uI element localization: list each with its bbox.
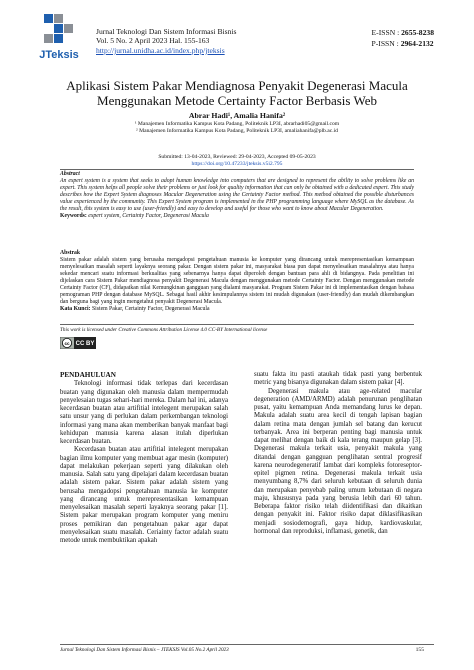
logo-text: JTeksis (39, 49, 79, 61)
kata-kunci-text: Sistem Pakar, Certainty Factor, Degenerasi Macula (91, 305, 210, 312)
abstract-bottom-rule (60, 324, 414, 325)
body-left-column (60, 371, 228, 545)
pissn-value: 2964-2132 (400, 39, 434, 48)
author-list: Abrar Hadi¹, Amalia Hanifa² (188, 111, 286, 120)
pissn-label: P-ISSN : (371, 39, 399, 48)
body-paragraph: Degenerasi makula atau age-related macular degeneration (AMD/ARMD) adalah penurunan penglihatan pusat, yaitu kemampuan Anda memandang lurus ke depan. Makula adalah suatu area kecil di tengah lapisan bagian dalam retina mata dengan jumlah sel batang dan kerucut terbanyak. Area ini berperan penting bagi manusia untuk dapat melihat dengan baik di kala terang maupun gelap [3]. Degenerasi makula terkait usia, penyakit makula yang ditandai dengan gangguan penglihatan sentral progresif karena neurodegeneratif lambat dari kompleks fotoreseptor-epitel pigmen retina. Degenerasi makula terkait usia menyumbang 8,7% dari seluruh kebutaan di seluruh dunia dan merupakan penyebab paling umum kebutaan di negara maju, khususnya pada yang berusia lebih dari 60 tahun. Beberapa faktor risiko telah diidentifikasi dan dikaitkan dengan penyakit ini. Faktor risiko dapat diklasifikasikan menjadi sosiodemografi, gaya hidup, kardiovaskular, hormonal dan reproduksi, inflamasi, genetik, dan (254, 387, 422, 535)
body-paragraph: Teknologi informasi tidak terlepas dari kecerdasan buatan yang digunakan oleh manusia dalam mempermudah penyelesaian tugas sehari-hari mereka. Dalam hal ini, adanya kecerdasan buatan atau artifitial intelegent merupakan salah satu unsur yang di perlukan dalam perkembangan teknologi informasi yang mana akan memberikan banyak manfaat bagi kehidupan manusia karena alasan itulah diperlukan kecerdasan buatan. (60, 380, 228, 445)
body-right-column (254, 371, 422, 536)
title-line-2: Menggunakan Metode Certainty Factor Berbasis Web (97, 93, 377, 108)
journal-url-link[interactable]: http://jurnal.unidha.ac.id/index.php/jteksis (96, 45, 225, 55)
dates-line: Submitted: 13-04-2023, Reviewed: 29-04-2023, Accepted 09-05-2023 (158, 154, 316, 160)
page-number: 155 (415, 647, 424, 653)
journal-name: Jurnal Teknologi Dan Sistem Informasi Bisnis (96, 27, 237, 36)
footer-rule (60, 644, 434, 645)
body-paragraph: suatu fakta itu pasti ataukah tidak pasti yang berbentuk metric yang bisanya digunakan dalam sistem pakar [4]. (254, 371, 422, 387)
cc-badge-label: CC BY (75, 341, 95, 348)
abstract-top-rule (60, 169, 414, 170)
submission-dates (40, 154, 434, 168)
affiliations (40, 121, 434, 135)
abstract-heading: Abstract (60, 171, 80, 177)
body-paragraph: Kecerdasan buatan atau artifitial intelegent merupakan bagian ilmu komputer yang membuat agar mesin (komputer) dapat melakukan pekerjaan seperti yang dilakukan oleh manusia. Salah satu yang dipelajari dalam kecerdasan buatan adalah sistem pakar. Sistem pakar adalah sistem yang berusaha mengadopsi pengetahuan manusia ke komputer yang dirancang untuk merepresentasikan kemampuan menyelesaikan masalah seperti layaknya seorang pakar [1]. Sistem pakar merupakan program komputer yang meniru proses pemikiran dan pengetahuan pakar agar dapat menyelesaikan suatu masalah. Ceriainty factor adalah suatu metode untuk membuktikan apakah (60, 446, 228, 544)
abstract-indonesian (60, 250, 414, 313)
affiliation-1: ¹ Manajemen Informatika Kampus Kota Padang, Politeknik LP3I, abrarhadi05@gmail.com (134, 121, 340, 127)
journal-volume: Vol. 5 No. 2 April 2023 Hal. 155-163 (96, 36, 210, 46)
abstract-english (60, 171, 414, 220)
keywords-label: Keywords: (60, 212, 87, 219)
kata-kunci-label: Kata Kunci: (60, 305, 91, 312)
eissn-label: E-ISSN : (371, 28, 400, 37)
license-notice: This work is licensed under Creative Commons Attribution License 4.0 CC-BY International license (60, 327, 268, 333)
cc-by-icon (60, 337, 96, 349)
eissn-value: 2655-8238 (401, 28, 434, 37)
abstrak-heading: Abstrak (60, 250, 81, 256)
footer-journal-line: Jurnal Teknologi Dan Sistem Informasi Bisnis – JTEKSIS Vol.05 No.2 April 2023 (60, 647, 229, 653)
section-heading: PENDAHULUAN (60, 371, 116, 379)
affiliation-2: ² Manajemen Informatika Kampus Kota Padang, Politeknik LP3I, amaliahanifa@plb.ac.id (136, 128, 338, 135)
abstrak-text: Sistem pakar adalah sistem yang berusaha mengadopsi pengetahuan manusia ke komputer yang dirancang untuk merepresentasikan kemampuan menyelesaikan masalah seperti layaknya seorang pakar. Dengan sistem pakar ini, masyarakat biasa pun dapat menyelesaikan masalahnya atau hanya sekedar mencari suatu informasi berkualitas yang sebenarnya hanya dapat diperoleh dengan bantuan para ahli di bidangnya. Pada penelitian ini dijelaskan cara Sistem Pakar mendiagnosa penyakit Degenerasi Macula dengan menggunakan metode Certainty Factor. Dengan menggunakan metode Certainty Factor (CF), didapatkan nilai Kemungkinan gangguan yang dialami masyarakat. Program Sistem Pakar ini di implementasikan dengan bahasa pemograman PHP dengan database MySQL. Sebagai hasil akhir kesimpulannya sistem ini mudah digunakan (user-friendly) dan mudah dikembangkan dan berguna bagi yang ingin mengetahui penyakit Degenerasi Macula. (60, 256, 414, 305)
svg-text:cc: cc (64, 340, 70, 346)
paper-title (40, 78, 434, 108)
journal-logo (30, 12, 88, 64)
logo-icon (30, 12, 88, 64)
issn-block (372, 27, 434, 49)
abstract-text: An expert system is a system that seeks to adopt human knowledge into computers that are designed to represent the ability to solve problems like an expert. This system helps all people solve their problems or just look for quality information that can only be obtained with a dedicated expert. This study describes how the Expert System diagnoses Macular Degeneration using the Certainty Factor method. This method obtained the possible disturbances value experienced by the community. This Expert System program is implemented in the PHP programming language where MySQL as the database. As the result, this system is easy to use (user-friendly) and easy to develop and useful for those who want to know about Macular Degeneration. (60, 177, 414, 212)
doi-link[interactable]: https://doi.org/10.47233/jteksis.v5i2.795 (191, 161, 283, 168)
journal-info (96, 27, 236, 55)
cc-license-badge[interactable] (60, 336, 96, 348)
keywords-text: expert system, Certainty Factor, Degenerasi Macula (88, 212, 209, 219)
title-line-1: Aplikasi Sistem Pakar Mendiagnosa Penyakit Degenerasi Macula (66, 78, 408, 93)
